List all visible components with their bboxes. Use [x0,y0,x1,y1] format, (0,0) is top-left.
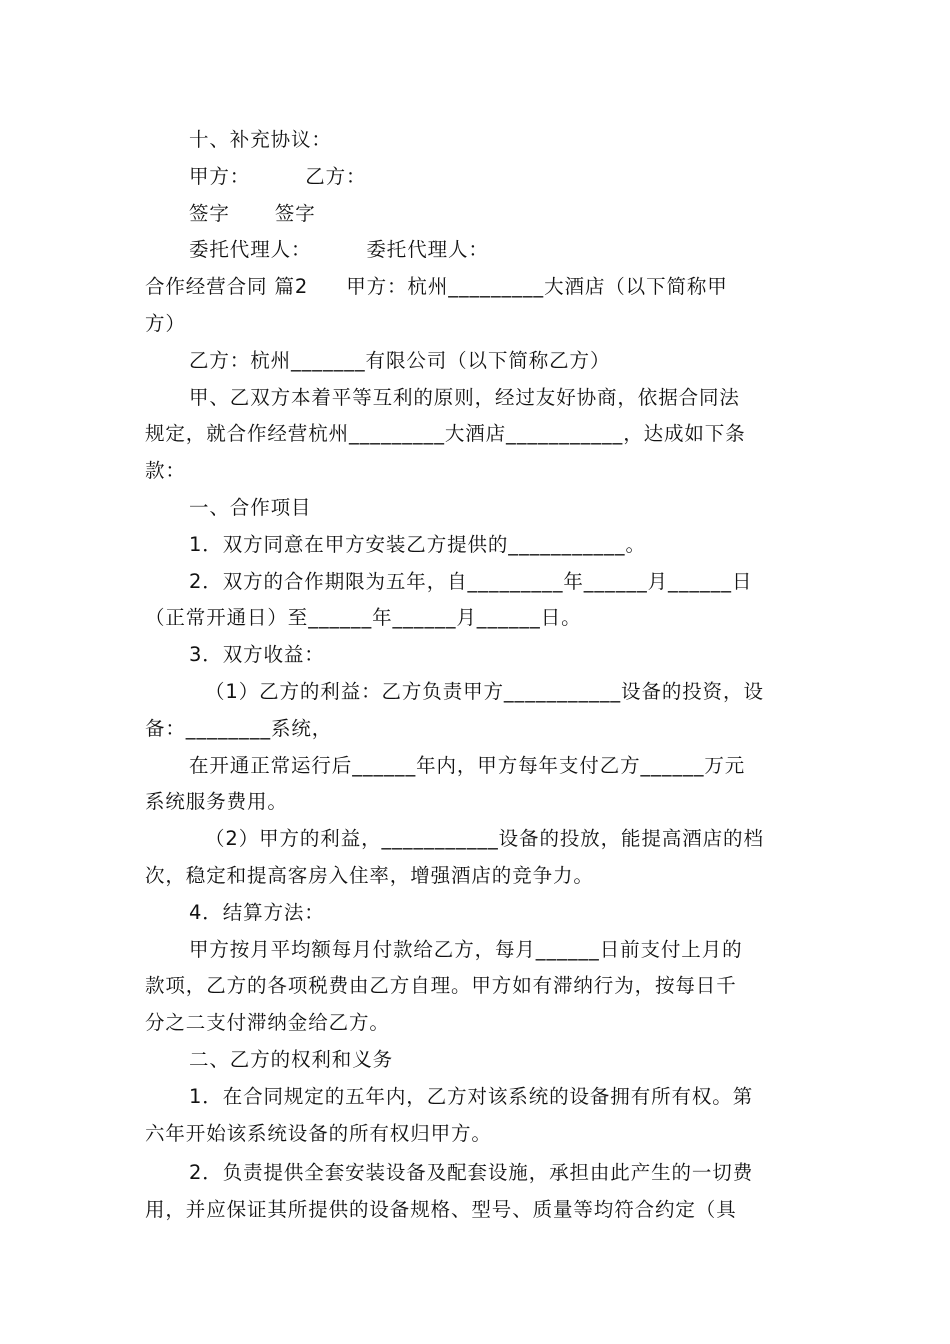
paragraph-line: （正常开通日）至______年______月______日。 [145,606,582,630]
paragraph-line: 2．双方的合作期限为五年，自_________年______月______日 [189,569,753,593]
paragraph-line: （2）甲方的利益，___________设备的投放，能提高酒店的档 [205,827,764,851]
paragraph-line: 次，稳定和提高客房入住率，增强酒店的竞争力。 [145,863,594,887]
paragraph-line: 用，并应保证其所提供的设备规格、型号、质量等均符合约定（具 [145,1198,737,1222]
paragraph-line: 分之二支付滞纳金给乙方。 [145,1011,390,1035]
section-heading: 二、乙方的权利和义务 [189,1047,394,1071]
paragraph-line: 3．双方收益： [189,643,325,667]
paragraph-line: 乙方：杭州_______有限公司（以下简称乙方） [189,348,611,372]
paragraph-line: 方） [145,311,186,335]
paragraph-line: 款： [145,459,186,483]
section-heading: 一、合作项目 [189,495,312,519]
paragraph-line: 甲方按月平均额每月付款给乙方，每月______日前支付上月的 [189,937,743,961]
signature-party-line: 甲方： 乙方： [189,164,367,188]
signature-agent-line: 委托代理人： 委托代理人： [189,238,489,262]
paragraph-line: 2．负责提供全套安装设备及配套设施，承担由此产生的一切费 [189,1161,754,1185]
section-heading-supplementary: 十、补充协议： [189,128,332,151]
paragraph-line: 六年开始该系统设备的所有权归甲方。 [145,1121,492,1145]
paragraph-line: 甲、乙双方本着平等互利的原则，经过友好协商，依据合同法 [189,385,740,409]
paragraph-line: 4．结算方法： [189,900,325,924]
paragraph-line: 在开通正常运行后______年内，甲方每年支付乙方______万元 [189,753,746,777]
paragraph-line: 系统服务费用。 [145,790,288,814]
paragraph-line: 款项，乙方的各项税费由乙方自理。甲方如有滞纳行为，按每日千 [145,974,737,998]
paragraph-line: 规定，就合作经营杭州_________大酒店___________，达成如下条 [145,422,746,446]
signature-sign-line: 签字 签字 [189,201,316,225]
contract-title-line: 合作经营合同 篇2 甲方：杭州_________大酒店（以下简称甲 [145,275,728,299]
paragraph-line: 备：________系统， [145,716,333,740]
paragraph-line: （1）乙方的利益：乙方负责甲方___________设备的投资，设 [205,679,764,703]
paragraph-line: 1．双方同意在甲方安装乙方提供的___________。 [189,532,646,556]
contract-text [145,122,810,1229]
paragraph-line: 1．在合同规定的五年内，乙方对该系统的设备拥有所有权。第 [189,1084,754,1108]
